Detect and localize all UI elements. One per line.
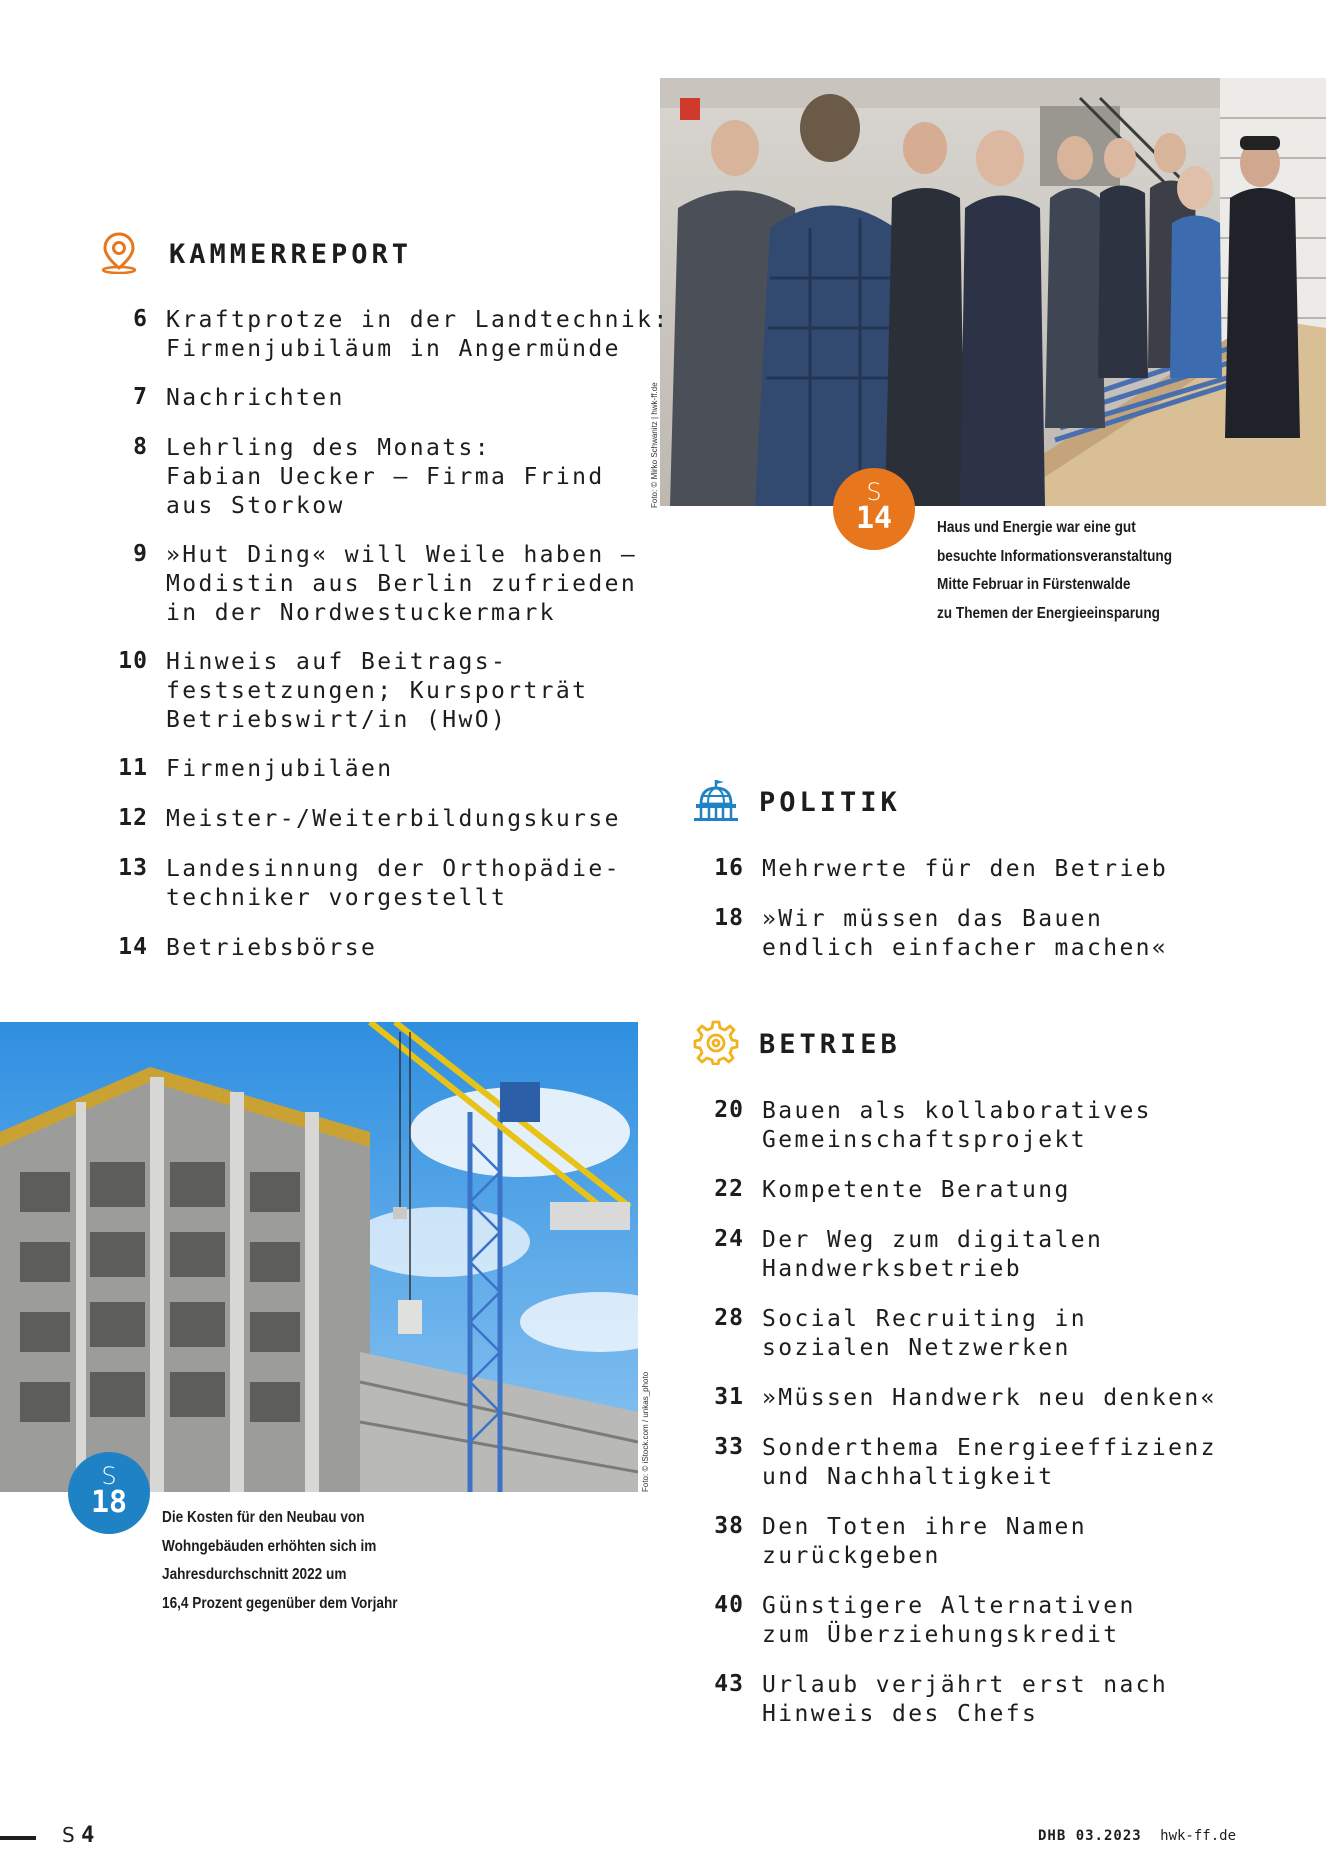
toc-title: Hinweis auf Beitrags- festsetzungen; Kursporträt Betriebswirt/in (HwO) xyxy=(166,649,589,733)
construction-photo xyxy=(0,1022,638,1492)
section-title: KAMMERREPORT xyxy=(169,238,413,270)
toc-page-number: 13 xyxy=(118,855,148,881)
toc-page-number: 12 xyxy=(118,805,148,831)
section-title: BETRIEB xyxy=(759,1028,901,1060)
toc-title: Firmenjubiläen xyxy=(166,756,394,782)
toc-page-number: 43 xyxy=(714,1671,744,1697)
toc-page-number: 6 xyxy=(133,306,148,332)
toc-title: Bauen als kollaboratives Gemeinschaftsprojekt xyxy=(762,1098,1152,1153)
badge-prefix: S xyxy=(101,1462,117,1490)
footer-issue xyxy=(1038,1828,1236,1844)
toc-title: »Müssen Handwerk neu denken« xyxy=(762,1385,1217,1411)
toc-page-number: 33 xyxy=(714,1434,744,1460)
toc-page-number: 9 xyxy=(133,541,148,567)
gear-icon xyxy=(693,1019,739,1069)
parliament-dome-icon xyxy=(693,778,739,826)
toc-page-number: 11 xyxy=(118,755,148,781)
badge-prefix: S xyxy=(866,478,882,506)
toc-page-number: 40 xyxy=(714,1592,744,1618)
page-badge-18 xyxy=(68,1452,150,1534)
toc-title: Mehrwerte für den Betrieb xyxy=(762,856,1169,882)
website-link[interactable]: hwk-ff.de xyxy=(1160,1828,1236,1844)
page-number-value: 4 xyxy=(81,1823,95,1848)
toc-page-number: 31 xyxy=(714,1384,744,1410)
toc-page-number: 18 xyxy=(714,905,744,931)
toc-page-number: 14 xyxy=(118,934,148,960)
toc-page-number: 7 xyxy=(133,384,148,410)
badge-page-number: 18 xyxy=(90,1485,128,1520)
page-number xyxy=(62,1823,94,1848)
toc-title: Kompetente Beratung xyxy=(762,1177,1071,1203)
toc-title: Betriebsbörse xyxy=(166,935,378,961)
badge-page-number: 14 xyxy=(855,501,893,536)
toc-title: Kraftprotze in der Landtechnik: Firmenjubiläum in Angermünde xyxy=(166,307,670,362)
toc-title: Den Toten ihre Namen zurückgeben xyxy=(762,1514,1087,1569)
toc-title: Nachrichten xyxy=(166,385,345,411)
toc-page-number: 22 xyxy=(714,1176,744,1202)
page-prefix: S xyxy=(62,1823,75,1847)
toc-title: »Hut Ding« will Weile haben – Modistin aus Berlin zufrieden in der Nordwestuckermark xyxy=(166,542,638,626)
event-photo-caption: Haus und Energie war eine gut besuchte Informationsveranstaltung Mitte Februar in Fürstenwalde zu Themen der Energieeinsparung xyxy=(937,519,1173,622)
toc-title: Landesinnung der Orthopädie- techniker vorgestellt xyxy=(166,856,621,911)
construction-photo-credit: Foto: © iStock.com / unkas_photo xyxy=(641,1371,650,1492)
section-title: POLITIK xyxy=(759,786,901,818)
location-pin-icon xyxy=(97,230,141,278)
toc-page-number: 20 xyxy=(714,1097,744,1123)
event-photo-credit: Foto: © Mirko Schwanitz | hwk-ff.de xyxy=(650,382,659,508)
toc-title: Der Weg zum digitalen Handwerksbetrieb xyxy=(762,1227,1104,1282)
issue-label: DHB 03.2023 xyxy=(1037,1828,1142,1844)
construction-photo-illustration xyxy=(0,1022,638,1492)
toc-page-number: 10 xyxy=(118,648,148,674)
toc-title: Sonderthema Energieeffizienz und Nachhaltigkeit xyxy=(762,1435,1217,1490)
section-kammerreport-header xyxy=(97,230,412,278)
toc-title: Urlaub verjährt erst nach Hinweis des Chefs xyxy=(762,1672,1169,1727)
toc-title: Lehrling des Monats: Fabian Uecker – Firma Frind aus Storkow xyxy=(166,435,605,519)
toc-title: »Wir müssen das Bauen endlich einfacher machen« xyxy=(762,906,1169,961)
event-photo xyxy=(660,78,1326,506)
toc-page-number: 16 xyxy=(714,855,744,881)
toc-title: Günstigere Alternativen zum Überziehungskredit xyxy=(762,1593,1136,1648)
toc-page-number: 24 xyxy=(714,1226,744,1252)
footer-rule xyxy=(0,1836,36,1840)
section-betrieb-header xyxy=(693,1019,901,1069)
toc-title: Meister-/Weiterbildungskurse xyxy=(166,806,621,832)
toc-page-number: 28 xyxy=(714,1305,744,1331)
construction-photo-caption: Die Kosten für den Neubau von Wohngebäuden erhöhten sich im Jahresdurchschnitt 2022 um 16,4 Prozent gegenüber dem Vorjahr xyxy=(162,1509,398,1612)
toc-page-number: 38 xyxy=(714,1513,744,1539)
page-badge-14 xyxy=(833,468,915,550)
toc-title: Social Recruiting in sozialen Netzwerken xyxy=(762,1306,1087,1361)
toc-page-number: 8 xyxy=(133,434,148,460)
section-politik-header xyxy=(693,778,901,826)
event-photo-illustration xyxy=(660,78,1326,506)
